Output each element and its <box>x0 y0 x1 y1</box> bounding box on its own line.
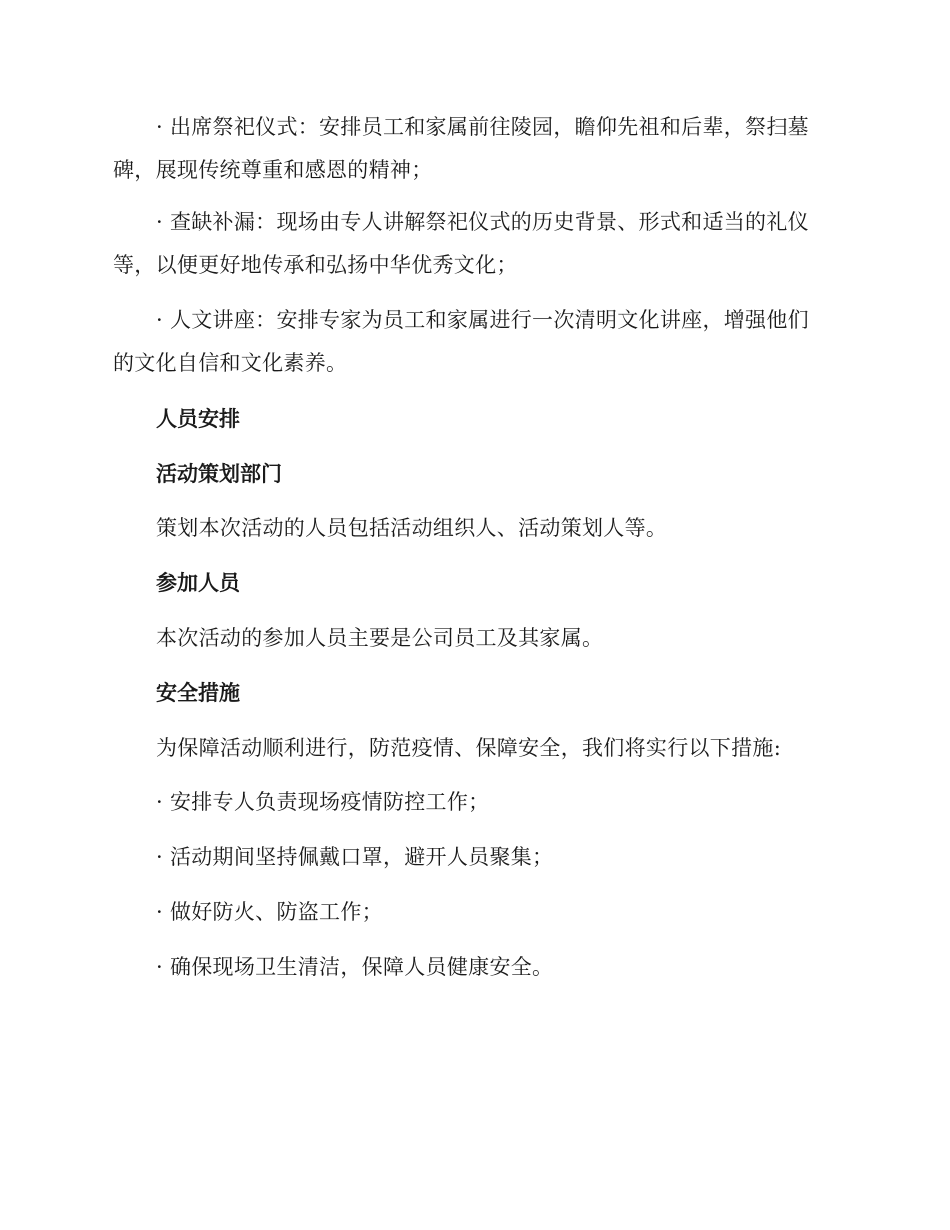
safety-item-hygiene: · 确保现场卫生清洁，保障人员健康安全。 <box>156 955 554 979</box>
section-heading-staffing: 人员安排 <box>156 407 240 431</box>
subheading-planning-dept: 活动策划部门 <box>156 462 282 486</box>
safety-item-fire-theft: · 做好防火、防盗工作； <box>156 900 383 924</box>
activity-item-ceremony: · 出席祭祀仪式：安排员工和家属前往陵园，瞻仰先祖和后辈，祭扫墓碑，展现传统尊重和感恩的精神； <box>113 115 809 182</box>
section-heading-safety: 安全措施 <box>156 681 240 705</box>
activity-item-explanation: · 查缺补漏：现场由专人讲解祭祀仪式的历史背景、形式和适当的礼仪等，以便更好地传承和弘扬中华优秀文化； <box>113 210 809 277</box>
activity-item-lecture: · 人文讲座：安排专家为员工和家属进行一次清明文化讲座，增强他们的文化自信和文化素养。 <box>113 308 809 375</box>
safety-intro-text: 为保障活动顺利进行，防范疫情、保障安全，我们将实行以下措施: <box>156 736 782 760</box>
planning-dept-text: 策划本次活动的人员包括活动组织人、活动策划人等。 <box>156 516 668 540</box>
safety-item-epidemic: · 安排专人负责现场疫情防控工作； <box>156 790 490 814</box>
participants-text: 本次活动的参加人员主要是公司员工及其家属。 <box>156 626 604 650</box>
subheading-participants: 参加人员 <box>156 571 240 595</box>
safety-item-masks: · 活动期间坚持佩戴口罩，避开人员聚集； <box>156 845 554 869</box>
